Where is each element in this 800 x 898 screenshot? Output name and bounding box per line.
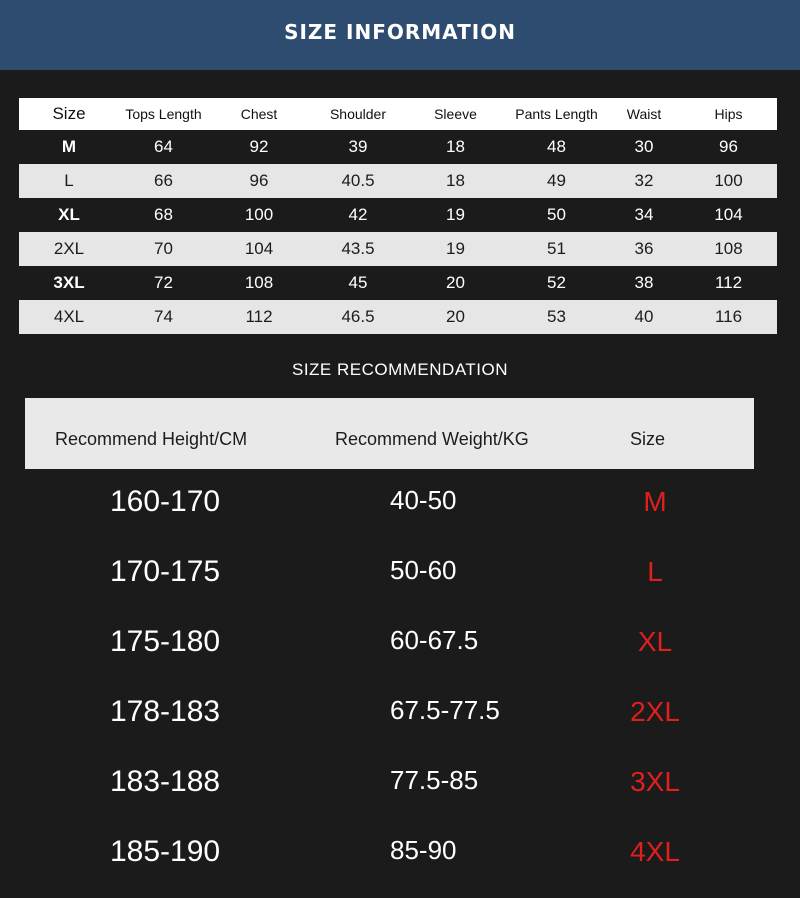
recommended-size: M <box>643 486 667 517</box>
table-cell: 53 <box>547 307 566 326</box>
recommended-size: 2XL <box>630 696 680 727</box>
table-cell: 96 <box>249 171 269 190</box>
table-cell: 66 <box>154 171 173 190</box>
recommended-size: 3XL <box>630 766 680 797</box>
height-range: 185-190 <box>110 835 221 868</box>
column-header: Waist <box>626 106 662 122</box>
column-header: Size <box>630 429 666 449</box>
table-cell: 112 <box>714 273 743 292</box>
recommendation-table-header <box>25 398 754 469</box>
table-cell: 100 <box>714 171 743 190</box>
table-cell: 39 <box>348 137 368 156</box>
table-cell: 108 <box>714 239 743 258</box>
table-cell: 104 <box>244 239 274 258</box>
height-range: 170-175 <box>110 555 221 588</box>
table-cell: 100 <box>244 205 274 224</box>
weight-range: 85-90 <box>390 835 457 865</box>
table-cell: 18 <box>446 137 465 156</box>
table-cell: 20 <box>446 307 465 326</box>
table-cell: 68 <box>154 205 173 224</box>
weight-range: 50-60 <box>390 555 457 585</box>
table-row <box>0 469 800 539</box>
table-cell: 112 <box>245 307 273 326</box>
table-cell: 51 <box>547 239 566 258</box>
table-cell: 40 <box>634 307 654 326</box>
table-cell: 72 <box>154 273 173 292</box>
recommended-size: L <box>647 556 663 587</box>
height-range: 183-188 <box>110 765 221 798</box>
recommendation-table <box>0 469 800 889</box>
weight-range: 67.5-77.5 <box>390 695 500 725</box>
table-cell: 52 <box>547 273 566 292</box>
column-header: Sleeve <box>434 106 477 122</box>
table-row <box>0 539 800 609</box>
table-cell: 19 <box>446 239 465 258</box>
weight-range: 40-50 <box>390 485 457 515</box>
table-cell: 36 <box>634 239 654 258</box>
table-cell: 2XL <box>53 239 85 258</box>
table-cell: 19 <box>446 205 465 224</box>
column-header: Size <box>52 104 86 123</box>
table-cell: 48 <box>547 137 566 156</box>
height-range: 175-180 <box>110 625 221 658</box>
table-row <box>19 232 777 266</box>
column-header: Recommend Height/CM <box>55 429 248 449</box>
column-header: Shoulder <box>329 106 387 122</box>
section-title: SIZE RECOMMENDATION <box>291 360 509 379</box>
table-cell: 3XL <box>53 273 85 292</box>
table-cell: 116 <box>714 307 743 326</box>
table-cell: 92 <box>249 137 269 156</box>
weight-range: 77.5-85 <box>390 765 479 795</box>
column-header: Chest <box>240 106 278 122</box>
table-row <box>0 609 800 679</box>
size-information-table <box>19 98 777 334</box>
table-row <box>0 749 800 819</box>
table-cell: L <box>64 171 74 190</box>
table-cell: 64 <box>154 137 173 156</box>
table-cell: 43.5 <box>341 239 375 258</box>
table-cell: 34 <box>634 205 654 224</box>
table-row <box>0 819 800 889</box>
page-title: SIZE INFORMATION <box>284 20 516 44</box>
table-cell: 46.5 <box>341 307 375 326</box>
table-cell: 40.5 <box>341 171 375 190</box>
table-cell: 38 <box>634 273 654 292</box>
table-cell: XL <box>58 205 80 224</box>
table-cell: 18 <box>446 171 465 190</box>
table-cell: M <box>61 137 77 156</box>
table-cell: 96 <box>719 137 738 156</box>
table-row <box>19 198 777 232</box>
table-cell: 20 <box>446 273 465 292</box>
table-cell: 74 <box>154 307 173 326</box>
table-cell: 4XL <box>53 307 85 326</box>
recommended-size: XL <box>637 626 673 657</box>
table-row <box>19 300 777 334</box>
table-row <box>19 130 777 164</box>
recommended-size: 4XL <box>630 836 680 867</box>
column-header: Recommend Weight/KG <box>335 429 529 449</box>
table-cell: 30 <box>634 137 654 156</box>
column-header: Pants Length <box>515 106 598 122</box>
header-banner <box>0 0 800 70</box>
table-cell: 32 <box>634 171 654 190</box>
column-header: Hips <box>714 106 743 122</box>
table-cell: 42 <box>348 205 368 224</box>
table-row <box>0 679 800 749</box>
table-row <box>19 164 777 198</box>
size-table-header <box>19 98 777 130</box>
height-range: 160-170 <box>110 485 221 518</box>
column-header: Tops Length <box>125 106 202 122</box>
table-cell: 45 <box>348 273 368 292</box>
table-cell: 108 <box>244 273 274 292</box>
table-cell: 50 <box>547 205 566 224</box>
table-cell: 104 <box>714 205 743 224</box>
table-cell: 70 <box>154 239 173 258</box>
table-cell: 49 <box>547 171 566 190</box>
height-range: 178-183 <box>110 695 221 728</box>
weight-range: 60-67.5 <box>390 625 479 655</box>
table-row <box>19 266 777 300</box>
